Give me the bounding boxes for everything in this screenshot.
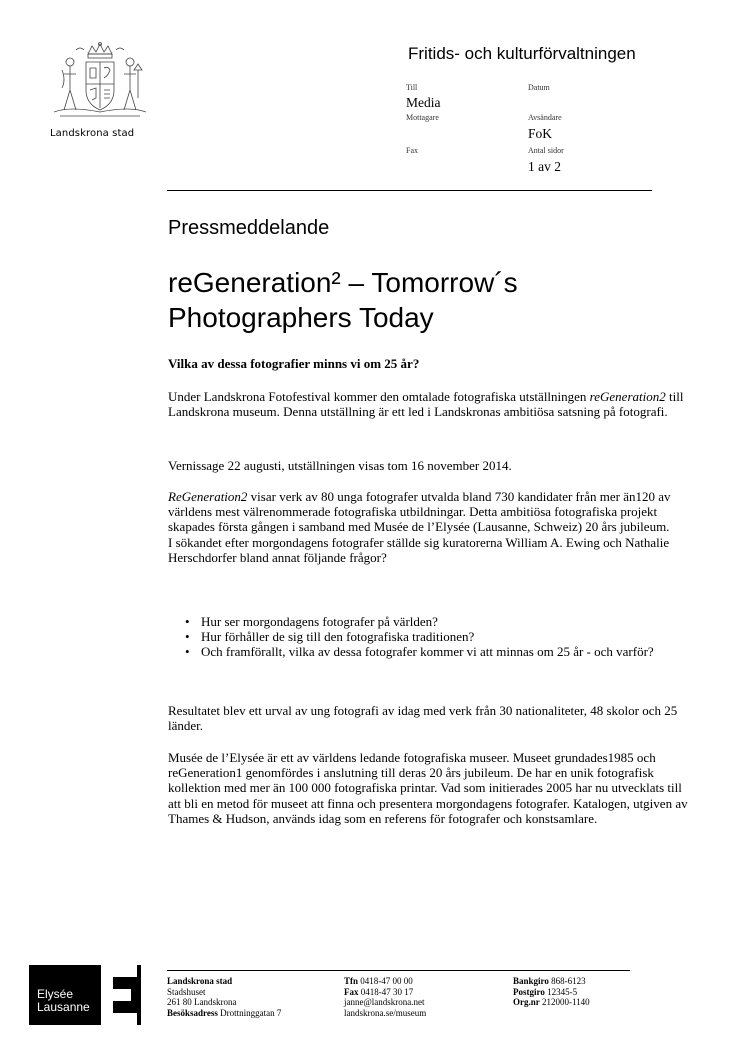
footer-bankgiro-value: 868-6123 [548, 976, 586, 986]
elysee-logo-line-1: Elysée [37, 987, 74, 1001]
avsandare-label: Avsändare [528, 113, 562, 122]
document-title [168, 265, 688, 335]
elysee-lausanne-logo [29, 965, 141, 1025]
paragraph-description [168, 489, 688, 565]
para1-title-em: reGeneration2 [589, 389, 666, 404]
footer-divider [167, 970, 630, 971]
logo-caption: Landskrona stad [50, 128, 135, 139]
footer-visit-label: Besöksadress [167, 1007, 218, 1018]
elysee-logo-line-2: Lausanne [37, 1000, 90, 1014]
fax-label: Fax [406, 146, 418, 155]
footer-fax-value: 0418-47 30 17 [358, 986, 414, 997]
paragraph-intro [168, 389, 688, 419]
paragraph-elysee: Musée de l’Elysée är ett av världens ledande fotografiska museer. Museet grundades1985 och reGeneration1 genomfördes i anslutning till deras 20 års jubileum. De har en unik fotografisk kollektion med mer än 100 000 fotografiska printar. Vad som initierades 2005 har nu utvecklats till att bli en metod för museet att finna och presentera morgondagens fotografer. Katalogen, utgiven av Thames & Hudson, används idag som en referens för fotografer och konstsamlare. [168, 750, 688, 826]
para1-text-b: till Landskrona museum. Denna utställning är ett led i Landskronas ambitiösa satsning på fotografi. [168, 389, 684, 420]
avsandare-value: FoK [528, 126, 553, 141]
header-divider [167, 190, 652, 191]
footer-building: Stadshuset [167, 986, 206, 997]
document-kicker: Pressmeddelande [168, 217, 330, 239]
elysee-e-mark-icon [101, 965, 141, 1025]
antal-sidor-value: 1 av 2 [528, 159, 561, 174]
footer-postgiro-value: 12345-5 [544, 986, 578, 997]
footer-fax-label: Fax [344, 986, 359, 997]
paragraph-vernissage: Vernissage 22 augusti, utställningen visas tom 16 november 2014. [168, 458, 512, 473]
footer-col-contact [344, 976, 426, 1018]
footer-tfn-label: Tfn [344, 976, 359, 986]
footer-website: landskrona.se/museum [344, 1007, 427, 1018]
footer-postal: 261 80 Landskrona [167, 997, 237, 1008]
antal-sidor-label: Antal sidor [528, 146, 564, 155]
title-line-1: reGeneration² – Tomorrow´s [168, 267, 518, 298]
questions-list [185, 614, 685, 660]
footer-tfn-value: 0418-47 00 00 [358, 976, 413, 986]
list-item: • Och framförallt, vilka av dessa fotografer kommer vi att minnas om 25 år - och varför? [185, 644, 685, 659]
title-line-2: Photographers Today [168, 302, 434, 333]
footer-email: janne@landskrona.net [344, 997, 425, 1008]
footer-col-payment [513, 976, 590, 1008]
para3-title-em: ReGeneration2 [168, 489, 248, 504]
para3-text-c: I sökandet efter morgondagens fotografer ställde sig kuratorerna William A. Ewing och Nathalie Herschdorfer bland annat följande frågor? [168, 534, 670, 565]
footer-visit-value: Drottninggatan 7 [217, 1007, 282, 1018]
footer-postgiro-label: Postgiro [513, 986, 545, 997]
list-item: • Hur ser morgondagens fotografer på världen? [185, 614, 685, 629]
till-label: Till [406, 83, 418, 92]
footer-org-name: Landskrona stad [167, 976, 233, 986]
paragraph-result: Resultatet blev ett urval av ung fotografi av idag med verk från 30 nationaliteter, 48 skolor och 25 länder. [168, 703, 678, 734]
list-item: • Hur förhåller de sig till den fotografiska traditionen? [185, 629, 685, 644]
till-value: Media [406, 95, 441, 110]
lead-question: Vilka av dessa fotografier minns vi om 25 år? [168, 356, 420, 371]
footer-col-address [167, 976, 281, 1018]
footer-orgnr-label: Org.nr [513, 997, 540, 1008]
mottagare-label: Mottagare [406, 113, 439, 122]
datum-label: Datum [528, 83, 550, 92]
department-name: Fritids- och kulturförvaltningen [408, 44, 636, 63]
para1-text-a: Under Landskrona Fotofestival kommer den omtalade fotografiska utställningen [168, 389, 590, 404]
footer-bankgiro-label: Bankgiro [513, 976, 549, 986]
footer-orgnr-value: 212000-1140 [539, 997, 590, 1008]
para3-text-b: visar verk av 80 unga fotografer utvalda bland 730 kandidater från mer än120 av världens mest välrenommerade fotografiska utbildningar. Detta ambitiösa fotografiska projekt skapades första gången i samband med Musée de l’Elysée (Lausanne, Schweiz) 20 års jubileum. [168, 489, 671, 535]
